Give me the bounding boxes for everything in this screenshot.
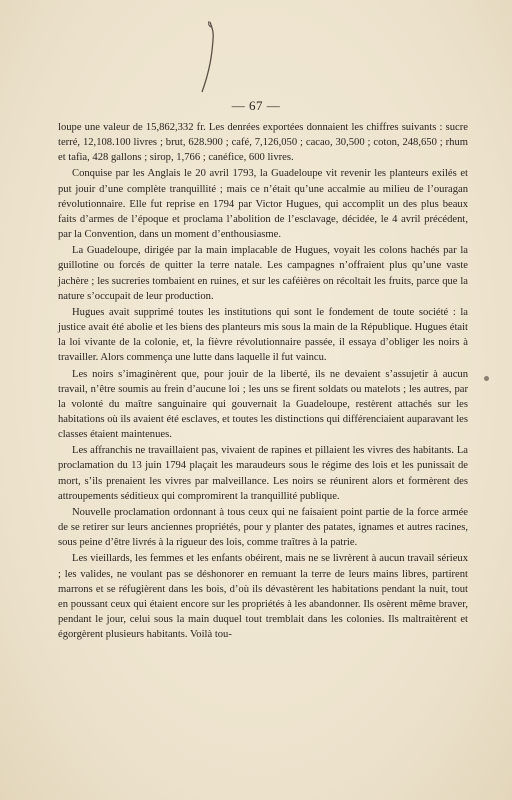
- paragraph: Conquise par les Anglais le 20 avril 1793, la Guadeloupe vit revenir les planteurs exilés et put jouir d’une complète tranquillité ; mais ce n’était qu’une accalmie au milieu de l’ouragan révolutionnaire. Elle fut reprise en 1794 par Victor Hugues, qui accomplit un des plus beaux faits d’armes de l’époque et proclama l’abolition de l’esclavage, décidée, le 4 avril précédent, par la Convention, dans un moment d’enthousiasme.: [58, 168, 468, 241]
- ink-stroke-mark: [196, 18, 226, 96]
- paragraph: Nouvelle proclamation ordonnant à tous ceux qui ne faisaient point partie de la force armée de se retirer sur leurs anciennes propriétés, pour y planter des patates, ignames et autres racines, sous peine d’être livrés à la rigueur des lois, comme traîtres à la patrie.: [58, 506, 468, 549]
- ink-speck: [484, 376, 489, 381]
- page-number: — 67 —: [231, 98, 281, 113]
- paragraph: Les vieillards, les femmes et les enfants obéirent, mais ne se livrèrent à aucun travail sérieux ; les valides, ne voulant pas se déshonorer en remuant la terre de leurs mains libres, partirent marrons et se réfugièrent dans les bois, d’où ils dévastèrent les habitations pendant la nuit, tout en poussant ceux qui étaient encore sur les propriétés à les abandonner. Ils osèrent même braver, pendant le jour, celui sous la main duquel tout tremblait dans les colonies. Ils maltraitèrent et égorgèrent plusieurs habitants. Voilà tou-: [58, 553, 468, 641]
- paragraph: Les affranchis ne travaillaient pas, vivaient de rapines et pillaient les vivres des habitants. La proclamation du 13 juin 1794 plaçait les maraudeurs sous le régime des lois et les punissait de mort, s’ils prenaient les vivres par malveillance. Les noirs se réunirent alors et formèrent des attroupements séditieux qui compromirent la tranquillité publique.: [58, 445, 468, 502]
- paragraph: loupe une valeur de 15,862,332 fr. Les denrées exportées donnaient les chiffres suivants : sucre terré, 12,108.100 livres ; brut, 628.900 ; café, 7,126,050 ; cacao, 30,500 ; coton, 248,650 ; rhum et tafia, 428 gallons ; sirop, 1,766 ; canéfice, 600 livres.: [58, 122, 468, 164]
- body-text: [58, 120, 468, 643]
- paragraph: Hugues avait supprimé toutes les institutions qui sont le fondement de toute société : la justice avait été abolie et les biens des planteurs mis sous la main de la République. Hugues était la loi vivante de la colonie, et, la fièvre révolutionnaire passée, il essaya d’obliger les noirs à travailler. Alors commença une lutte dans laquelle il fut vaincu.: [58, 306, 468, 364]
- paragraph: Les noirs s’imaginèrent que, pour jouir de la liberté, ils ne devaient s’assujetir à aucun travail, n’être soumis au frein d’aucune loi ; les uns se firent soldats ou matelots ; les autres, par la volonté du maître sanguinaire qui gouvernait la Guadeloupe, restèrent attachés sur les habitations où ils avaient été esclaves, et toutes les distinctions qui différenciaient auparavant les classes étaient maintenues.: [58, 368, 468, 441]
- paragraph: La Guadeloupe, dirigée par la main implacable de Hugues, voyait les colons hachés par la guillotine ou forcés de quitter la terre natale. Les campagnes n’offraient plus qu’une vaste jachère ; les sucreries tombaient en ruines, et sur les caféières on récoltait les fruits, parce que la nature s’occupait de leur production.: [58, 245, 468, 302]
